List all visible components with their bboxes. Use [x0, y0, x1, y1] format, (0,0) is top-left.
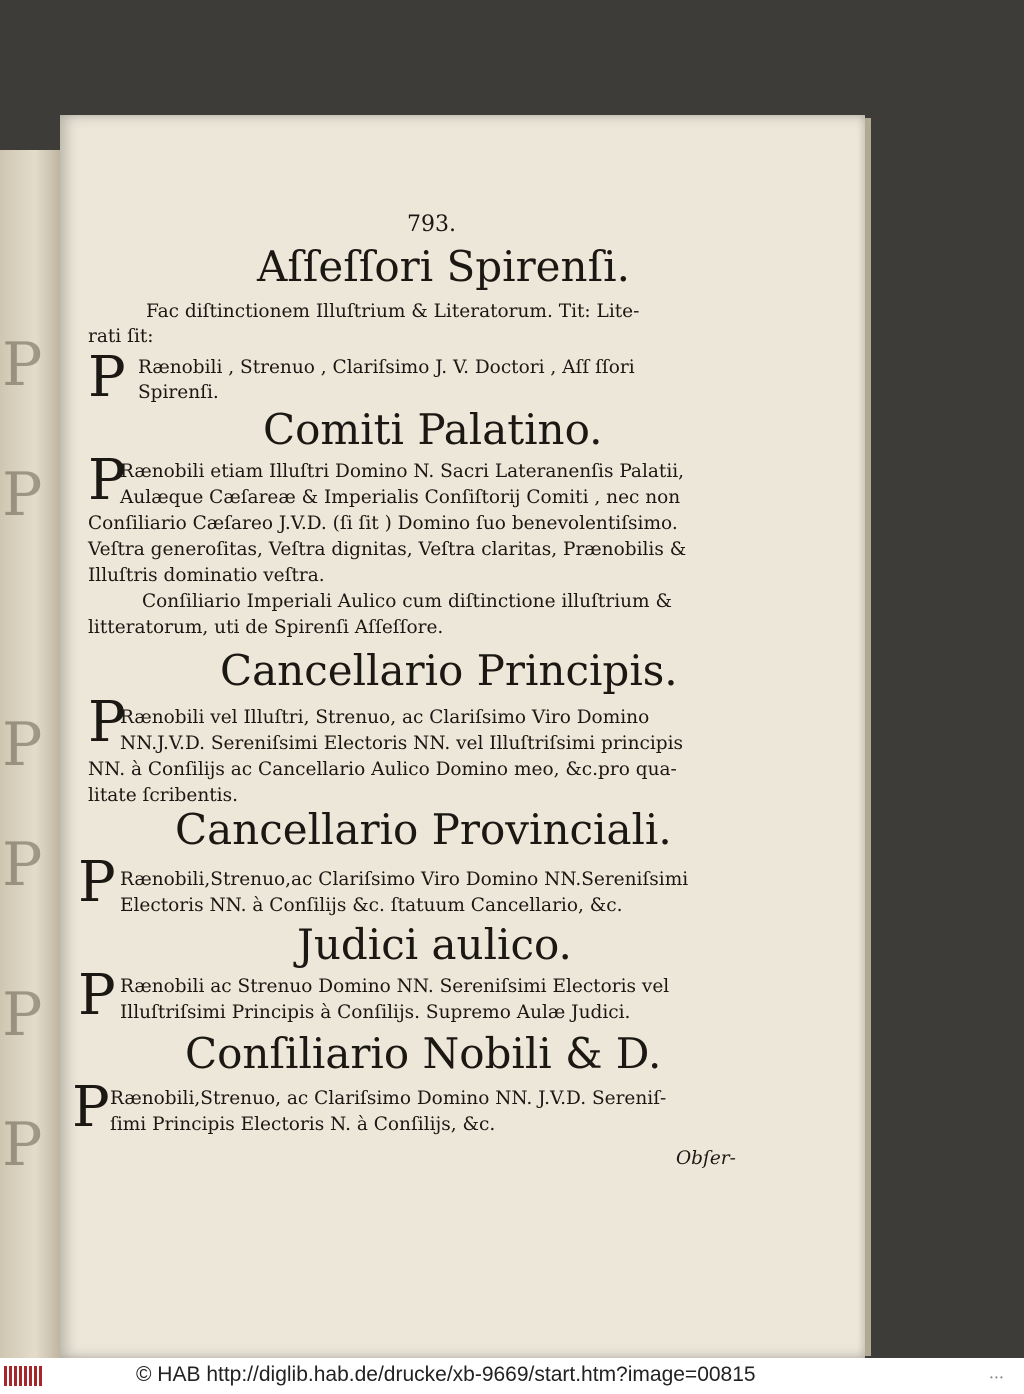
drop-cap: P [88, 448, 126, 513]
text-line: Rænobili,Strenuo, ac Clariſsimo Domino NN. J.V.D. Sereniſ- [110, 1088, 667, 1109]
section-heading: Comiti Palatino. [263, 405, 603, 454]
previous-page-edge [0, 150, 64, 1358]
section-heading: Judici aulico. [297, 920, 572, 969]
more-dots-icon: • • • [990, 1373, 1003, 1382]
page-edge [865, 118, 871, 1356]
text-line: Rænobili ac Strenuo Domino NN. Sereniſsimi Electoris vel [120, 976, 670, 997]
bleed-letter: P [2, 830, 43, 900]
text-line: litate ſcribentis. [88, 785, 238, 806]
bleed-letter: P [2, 460, 43, 530]
text-line: NN. à Conſilijs ac Cancellario Aulico Domino meo, &c.pro qua- [88, 759, 677, 780]
section-heading: Cancellario Principis. [220, 646, 678, 695]
text-line: Aulæque Cæſareæ & Imperialis Conſiſtorij Comiti , nec non [120, 487, 681, 508]
bleed-letter: P [2, 1110, 43, 1180]
text-line: Illuſtris dominatio veſtra. [88, 565, 325, 586]
drop-cap: P [78, 963, 116, 1028]
text-line: Spirenſi. [138, 382, 219, 403]
text-line: ſimi Principis Electoris N. à Conſilijs, &c. [110, 1114, 496, 1135]
text-line: NN.J.V.D. Sereniſsimi Electoris NN. vel Illuſtriſsimi principis [120, 733, 684, 754]
page-number: 793. [407, 212, 456, 237]
hab-logo-icon [4, 1366, 44, 1386]
text-line: Conſiliario Cæſareo J.V.D. (ſi ſit ) Domino ſuo benevolentiſsimo. [88, 513, 678, 534]
text-line: Rænobili,Strenuo,ac Clariſsimo Viro Domino NN.Sereniſsimi [120, 869, 689, 890]
copyright-link[interactable]: © HAB http://diglib.hab.de/drucke/xb-9669/start.htm?image=00815 [136, 1363, 756, 1386]
footer-bar [0, 1358, 1024, 1394]
bleed-letter: P [2, 330, 43, 400]
bleed-letter: P [2, 980, 43, 1050]
drop-cap: P [88, 690, 126, 755]
text-line: Rænobili , Strenuo , Clariſsimo J. V. Doctori , Aſſ ſſori [138, 357, 635, 378]
text-line: rati ſit: [88, 326, 154, 347]
text-line: litteratorum, uti de Spirenſi Aſſeſſore. [88, 617, 444, 638]
text-line: Conſiliario Imperiali Aulico cum diſtinctione illuſtrium & [142, 591, 672, 612]
section-heading: Conſiliario Nobili & D. [185, 1029, 662, 1078]
text-line: Rænobili vel Illuſtri, Strenuo, ac Clariſsimo Viro Domino [120, 707, 650, 728]
text-line: Fac diſtinctionem Illuſtrium & Literatorum. Tit: Lite- [146, 301, 640, 322]
drop-cap: P [88, 345, 126, 410]
drop-cap: P [78, 850, 116, 915]
text-line: Illuſtriſsimi Principis à Conſilijs. Supremo Aulæ Judici. [120, 1002, 631, 1023]
catchword: Obſer- [676, 1148, 736, 1169]
section-heading: Cancellario Provinciali. [175, 805, 672, 854]
text-line: Veſtra generoſitas, Veſtra dignitas, Veſtra claritas, Prænobilis & [88, 539, 687, 560]
book-page [60, 115, 865, 1358]
drop-cap: P [72, 1075, 110, 1140]
bleed-letter: P [2, 710, 43, 780]
text-line: Electoris NN. à Conſilijs &c. ſtatuum Cancellario, &c. [120, 895, 623, 916]
section-heading: Aſſeſſori Spirenſi. [257, 242, 630, 291]
text-line: Rænobili etiam Illuſtri Domino N. Sacri Lateranenſis Palatii, [120, 461, 685, 482]
